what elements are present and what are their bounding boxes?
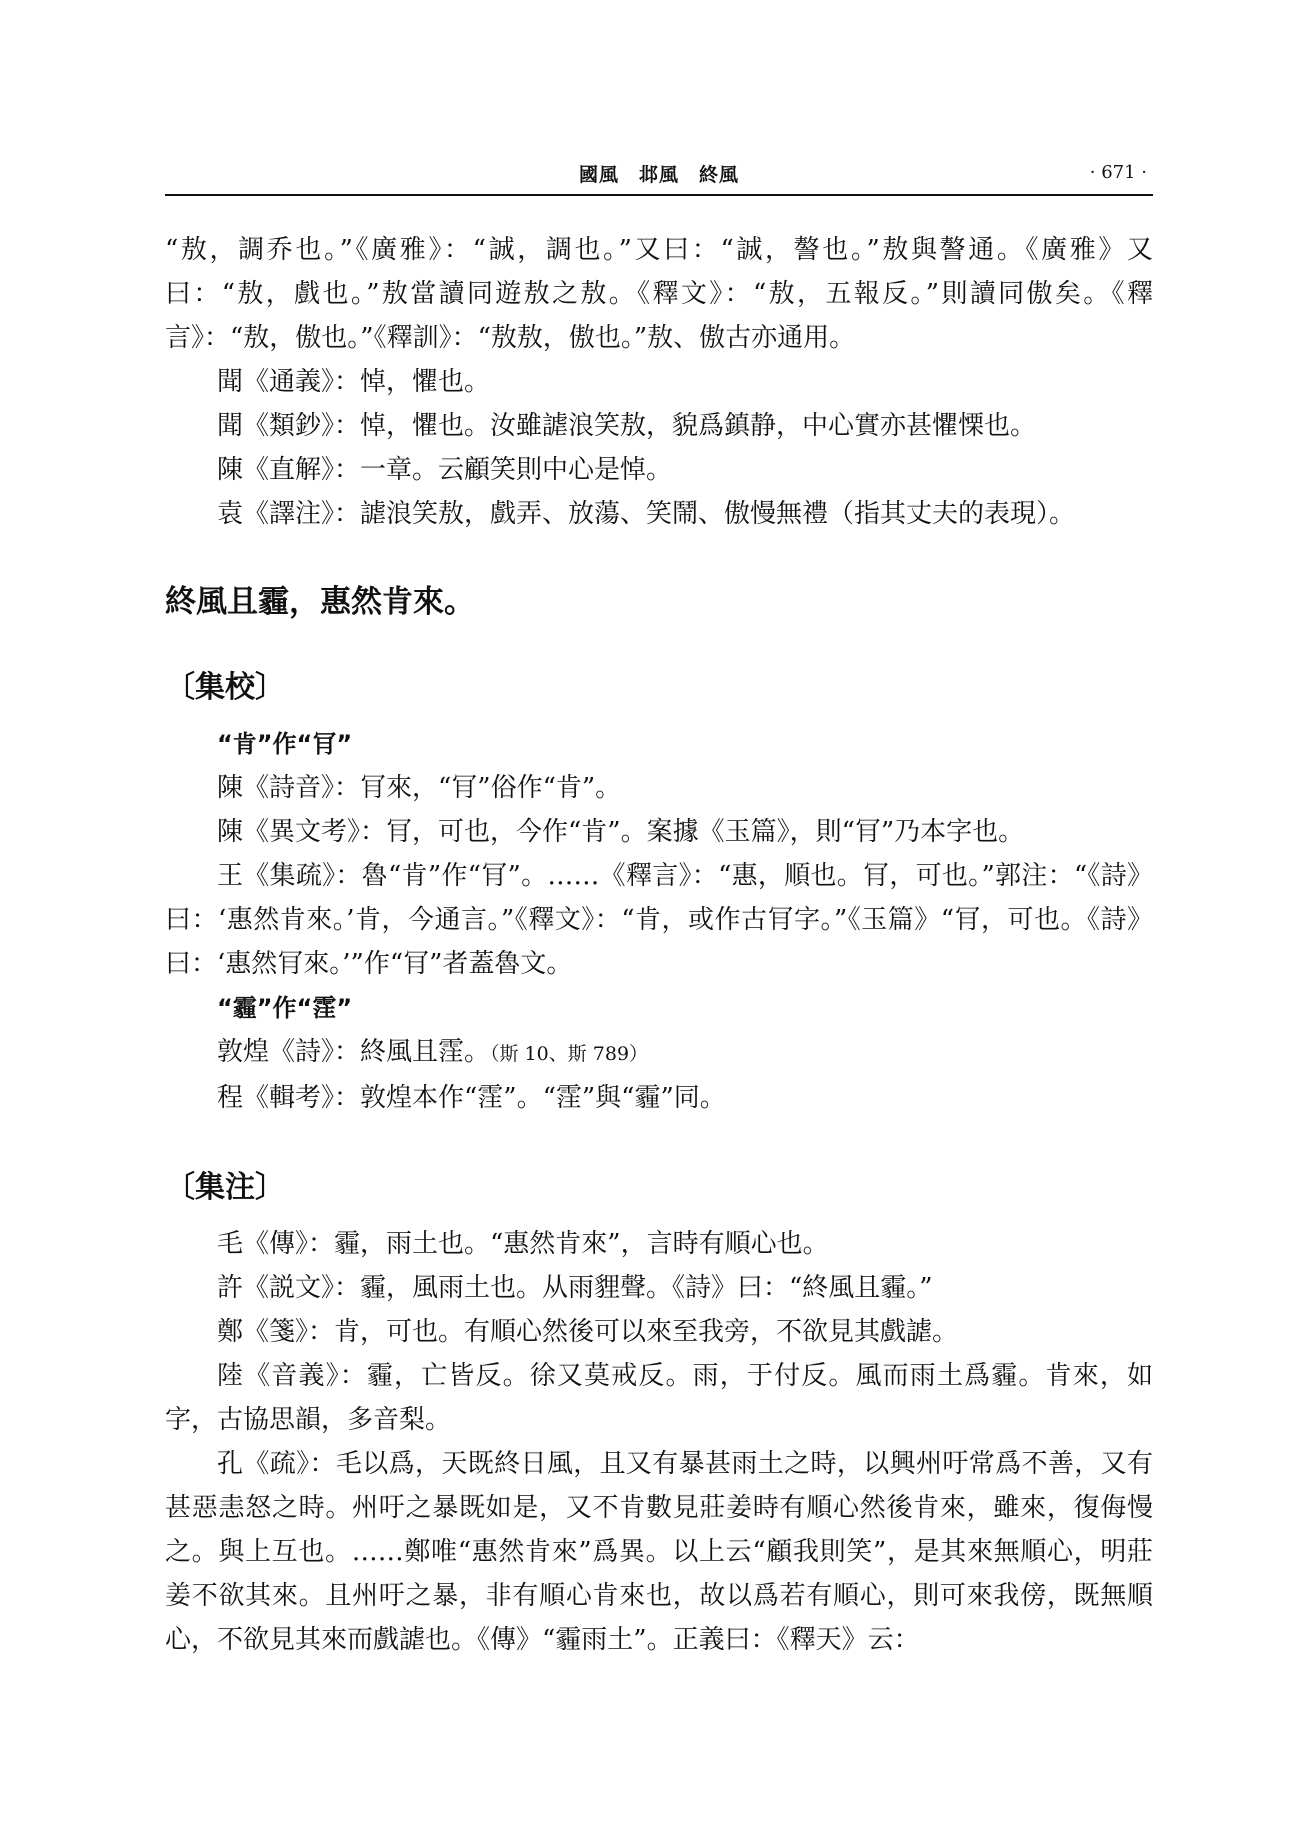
running-head: 國風 邶風 終風 [578,164,739,186]
variant-heading: “霾”作“霔” [217,994,353,1022]
collation-paragraph: 王《集疏》：魯“肯”作“肎”。……《釋言》：“惠，順也。肎，可也。”郭注：“《詩》曰：‘惠然肯來。’肯，今通言。”《釋文》：“肯，或作古肎字。”《玉篇》“肎，可也。《詩》曰：‘惠然肎來。’”作“肎”者蓋魯文。 [165,861,1153,979]
annotation-paragraph: 陸《音義》：霾，亡皆反。徐又莫戒反。雨，于付反。風而雨土爲霾。肯來，如字，古協思韻，多音梨。 [165,1361,1153,1435]
page-body [165,228,1153,1662]
annotation-line: 鄭《箋》：肯，可也。有順心然後可以來至我旁，不欲見其戲謔。 [217,1317,959,1347]
collation-line [165,1030,1153,1076]
section-heading-jijiao: 〔集校〕 [165,670,285,705]
annotation-line: 許《説文》：霾，風雨土也。从雨貍聲。《詩》曰：“終風且霾。” [217,1273,933,1303]
annotation-line: 毛《傳》：霾，雨土也。“惠然肯來”，言時有順心也。 [217,1229,829,1259]
commentary-line: 聞《類鈔》：悼，懼也。汝雖謔浪笑敖，貌爲鎮静，中心實亦甚懼慄也。 [217,411,1037,441]
commentary-line: 陳《直解》：一章。云顧笑則中心是悼。 [217,455,673,485]
collation-line: 陳《詩音》：肎來，“肎”俗作“肯”。 [217,773,622,803]
collation-line: 陳《異文考》：肎，可也，今作“肯”。案據《玉篇》，則“肎”乃本字也。 [217,817,1025,847]
commentary-line: 袁《譯注》：謔浪笑敖，戲弄、放蕩、笑鬧、傲慢無禮（指其丈夫的表現）。 [217,499,1076,529]
commentary-line: 聞《通義》：悼，懼也。 [217,367,491,397]
source-note: （斯 10、斯 789） [490,1043,649,1065]
continued-paragraph: “敖，調乔也。”《廣雅》：“誠，調也。”又曰：“誠，謷也。”敖與謷通。《廣雅》又曰：“敖，戲也。”敖當讀同遊敖之敖。《釋文》：“敖，五報反。”則讀同傲矣。《釋言》：“敖，傲也。”《釋訓》：“敖敖，傲也。”敖、傲古亦通用。 [165,235,1153,353]
page-header [165,156,1153,196]
verse-line: 終風且霾，惠然肯來。 [165,584,475,620]
page-number: · 671 · [1089,162,1147,183]
annotation-paragraph: 孔《疏》：毛以爲，天既終日風，且又有暴甚雨土之時，以興州吁常爲不善，又有甚惡恚怒之時。州吁之暴既如是，又不肯數見莊姜時有順心然後肯來，雖來，復侮慢之。與上互也。……鄭唯“惠然肯來”爲異。以上云“顧我則笑”，是其來無順心，明莊姜不欲其來。且州吁之暴，非有順心肯來也，故以爲若有順心，則可來我傍，既無順心，不欲見其來而戲謔也。《傳》“霾雨土”。正義曰：《釋天》云： [165,1449,1153,1655]
collation-line: 程《輯考》：敦煌本作“霔”。“霔”與“霾”同。 [217,1083,726,1113]
collation-text: 敦煌《詩》：終風且霔。 [217,1037,491,1067]
section-heading-jizhu: 〔集注〕 [165,1170,285,1205]
variant-heading: “肯”作“肎” [217,730,353,758]
